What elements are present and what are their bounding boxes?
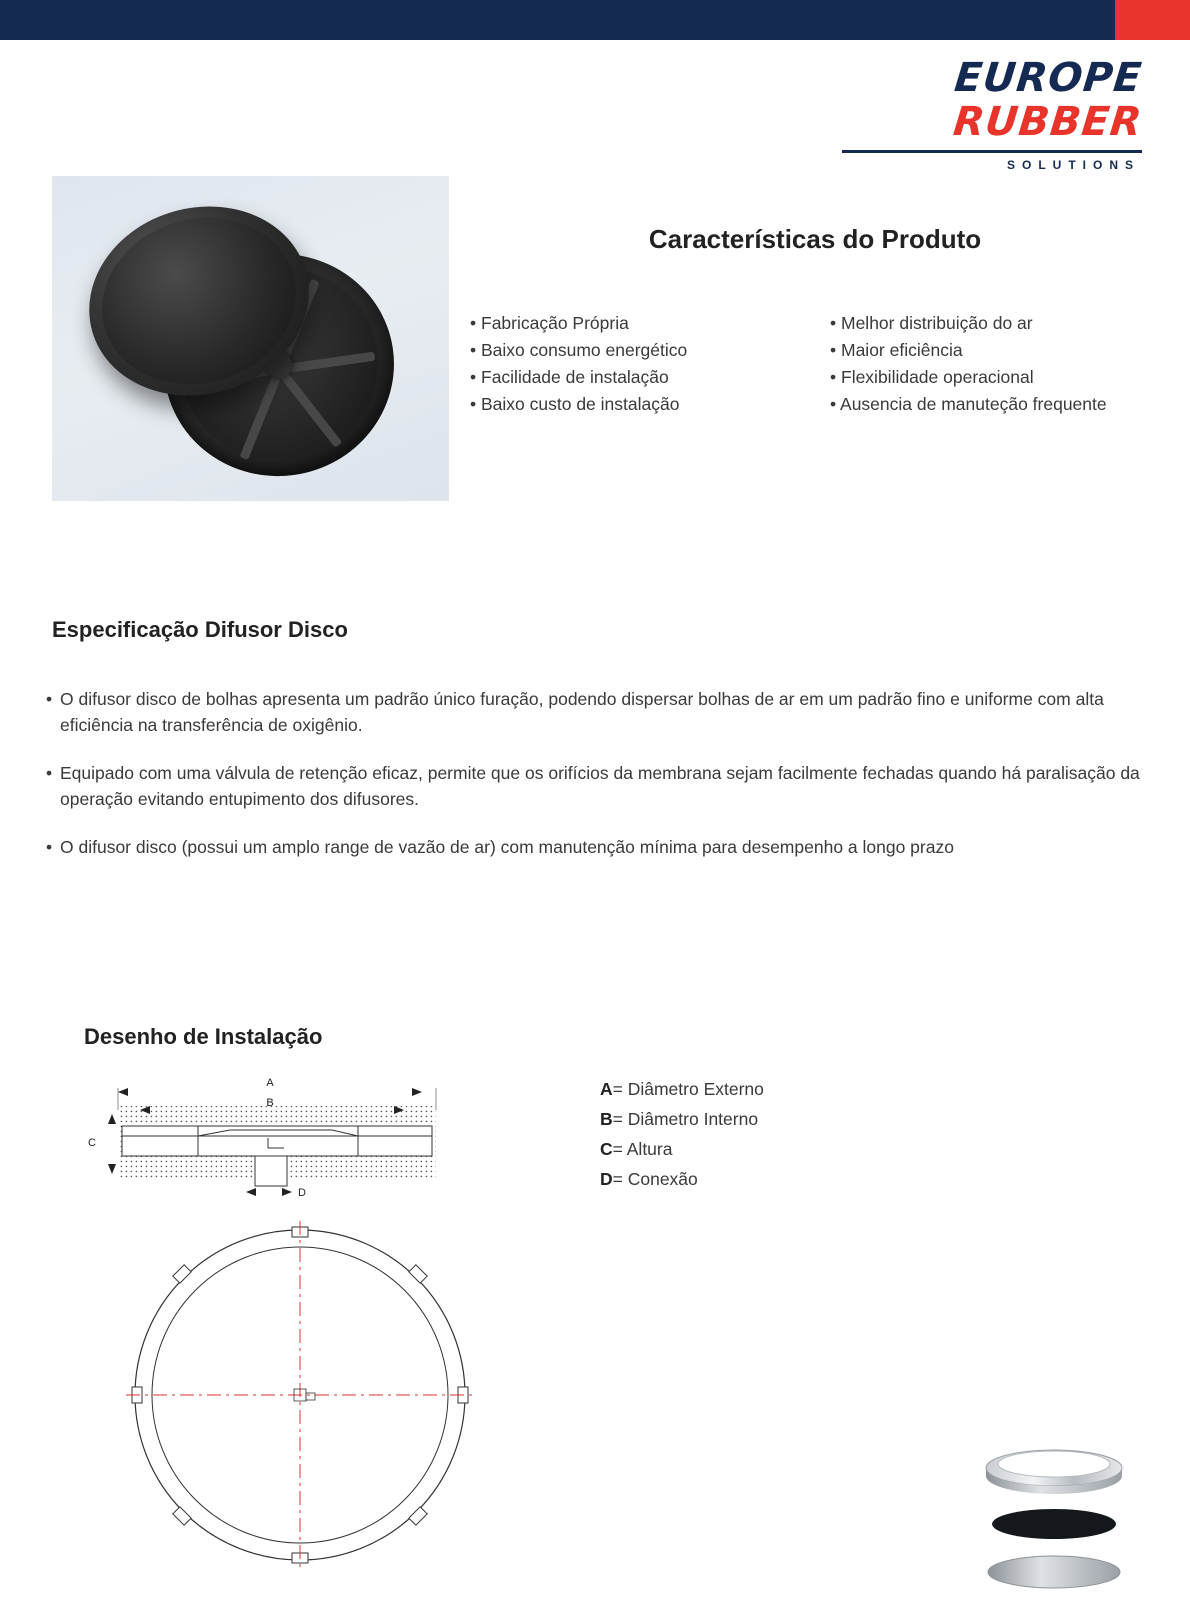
characteristics-column-left: [470, 310, 800, 418]
list-item: • Melhor distribuição do ar: [830, 310, 1160, 337]
list-item: • Equipado com uma válvula de retenção eficaz, permite que os orifícios da membrana sejam facilmente fechadas quando há paralisação da operação evitando entupimento dos difusores.: [46, 760, 1146, 812]
brand-logo: [842, 55, 1145, 172]
legend-row: [600, 1164, 764, 1194]
brand-name-line2: RUBBER: [951, 99, 1145, 145]
side-view-drawing: [70, 1070, 470, 1210]
spoke-icon: [279, 352, 375, 374]
brand-divider: [842, 150, 1142, 153]
brand-tagline: SOLUTIONS: [1006, 158, 1140, 172]
legend-key: B: [600, 1109, 613, 1129]
brand-name-line1: EUROPE: [952, 55, 1145, 101]
legend-key: D: [600, 1169, 613, 1189]
drawing-legend: [600, 1074, 764, 1194]
list-item: • O difusor disco (possui um amplo range de vazão de ar) com manutenção mínima para desempenho a longo prazo: [46, 834, 1146, 860]
top-banner-bar: [0, 0, 1190, 40]
svg-text:C: C: [88, 1137, 96, 1149]
list-item: • Baixo custo de instalação: [470, 391, 800, 418]
specification-list: [46, 686, 1146, 882]
legend-text: = Diâmetro Interno: [612, 1109, 759, 1129]
legend-row: [600, 1104, 764, 1134]
legend-key: A: [600, 1079, 613, 1099]
top-view-drawing: [120, 1215, 480, 1575]
list-item: • O difusor disco de bolhas apresenta um padrão único furação, podendo dispersar bolhas de ar em um padrão fino e uniforme com alta eficiência na transferência de oxigênio.: [46, 686, 1146, 738]
spoke-icon: [276, 367, 342, 448]
legend-row: [600, 1134, 764, 1164]
drawing-title: Desenho de Instalação: [84, 1024, 323, 1049]
exploded-view-illustration: [964, 1440, 1144, 1600]
legend-key: C: [600, 1139, 613, 1159]
top-banner-accent: [1115, 0, 1190, 40]
characteristics-columns: [470, 310, 1160, 418]
list-item: • Facilidade de instalação: [470, 364, 800, 391]
characteristics-title: Características do Produto: [648, 224, 982, 254]
svg-text:A: A: [266, 1077, 274, 1089]
characteristics-column-right: [830, 310, 1160, 418]
specification-title: Especificação Difusor Disco: [52, 617, 348, 642]
legend-row: [600, 1074, 764, 1104]
list-item: • Baixo consumo energético: [470, 337, 800, 364]
legend-text: = Conexão: [612, 1169, 698, 1189]
list-item: • Fabricação Própria: [470, 310, 800, 337]
list-item: • Ausencia de manuteção frequente: [830, 391, 1160, 418]
product-photo: [52, 176, 449, 501]
list-item: • Flexibilidade operacional: [830, 364, 1160, 391]
svg-text:B: B: [266, 1097, 274, 1109]
legend-text: = Altura: [612, 1139, 673, 1159]
legend-text: = Diâmetro Externo: [612, 1079, 764, 1099]
svg-text:D: D: [298, 1187, 306, 1199]
list-item: • Maior eficiência: [830, 337, 1160, 364]
